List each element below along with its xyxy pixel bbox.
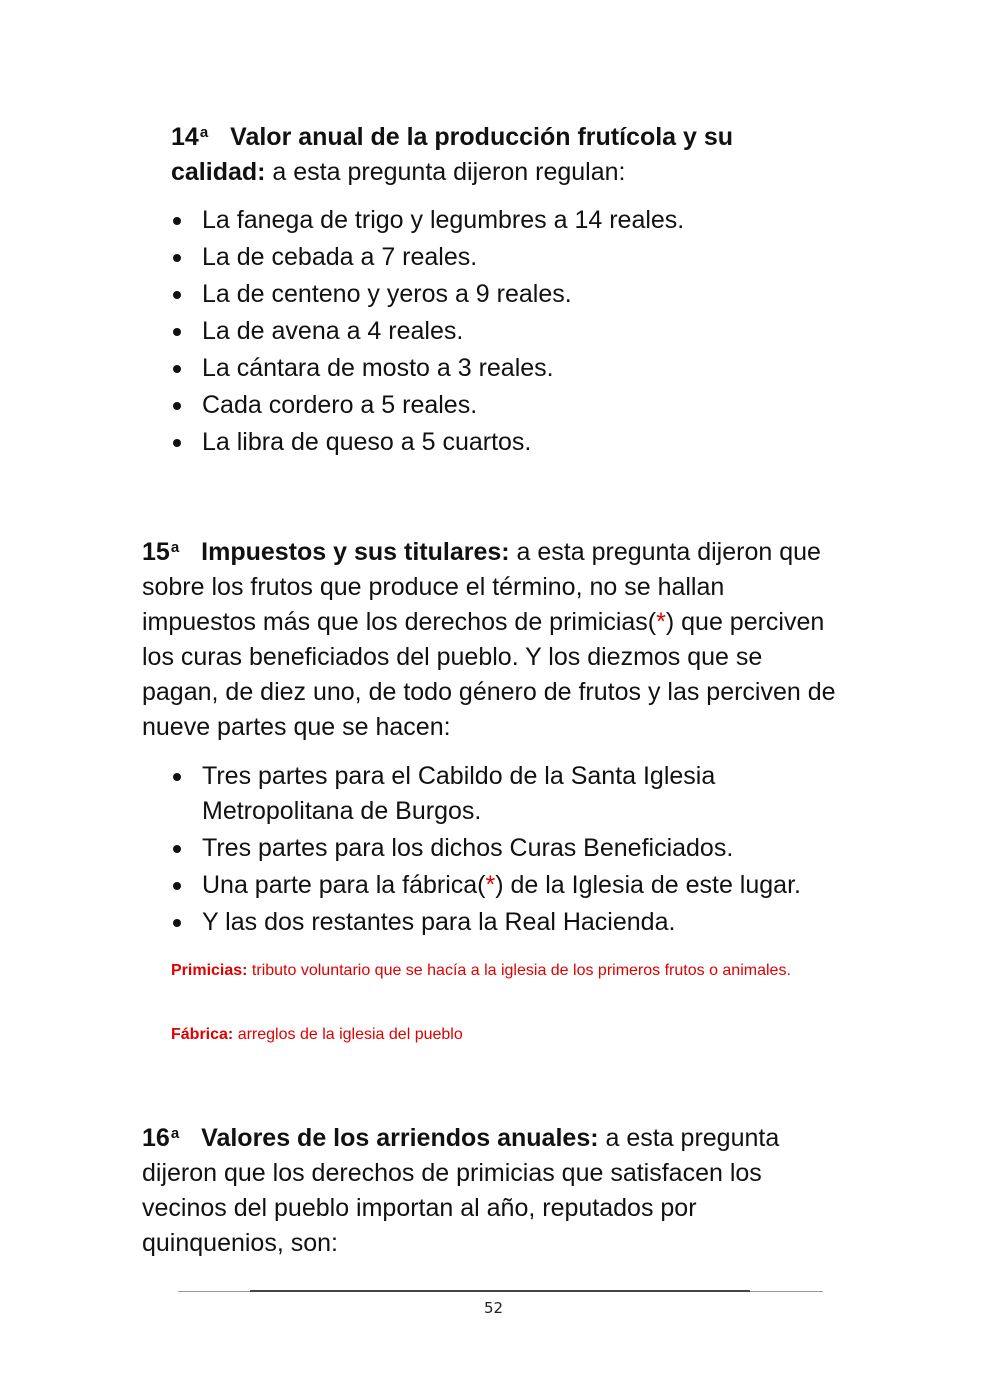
bullet-icon	[173, 919, 181, 927]
footnote-term: Fábrica:	[171, 1026, 234, 1043]
list-item: Y las dos restantes para la Real Hacienda.	[171, 905, 851, 940]
footnote-asterisk: *	[485, 871, 496, 899]
list-item: Tres partes para el Cabildo de la Santa Iglesia Metropolitana de Burgos.	[171, 759, 851, 829]
q15-tithe-list	[171, 759, 851, 942]
list-item: La de avena a 4 reales.	[171, 314, 811, 349]
footer-rule-dark	[250, 1290, 750, 1292]
footnote-definition: arreglos de la iglesia del pueblo	[233, 1026, 463, 1043]
page-number: 52	[484, 1299, 504, 1317]
footnote-asterisk: *	[656, 608, 666, 636]
bullet-icon	[173, 882, 181, 890]
q15-text-after: ) que perciven los curas beneficiados del pueblo. Y los diezmos que se pagan, de diez uno, de todo género de frutos y las perciven de nueve partes que se hacen:	[142, 608, 836, 741]
q16-number: 16$^a$	[142, 1124, 180, 1152]
bullet-icon	[173, 773, 181, 781]
q15-title: Impuestos y sus titulares:	[201, 538, 510, 566]
footnote-primicias	[171, 959, 821, 983]
q16-title: Valores de los arriendos anuales:	[201, 1124, 599, 1152]
list-item: La de centeno y yeros a 9 reales.	[171, 277, 811, 312]
footnote-definition: tributo voluntario que se hacía a la iglesia de los primeros frutos o animales.	[247, 962, 791, 979]
q16-paragraph	[142, 1116, 832, 1261]
bullet-icon	[173, 439, 181, 447]
q14-title: Valor anual de la producción frutícola y su calidad:	[171, 123, 734, 186]
bullet-icon	[173, 328, 181, 336]
q14-text: a esta pregunta dijeron regulan:	[265, 158, 626, 186]
footnote-fabrica	[171, 1023, 821, 1047]
list-item: Una parte para la fábrica(*) de la Iglesia de este lugar.	[171, 868, 851, 903]
q15-number: 15$^a$	[142, 538, 180, 566]
list-item: La de cebada a 7 reales.	[171, 240, 811, 275]
bullet-icon	[173, 365, 181, 373]
list-item: La libra de queso a 5 cuartos.	[171, 425, 811, 460]
footnote-term: Primicias:	[171, 962, 248, 979]
bullet-icon	[173, 291, 181, 299]
bullet-icon	[173, 402, 181, 410]
bullet-icon	[173, 845, 181, 853]
bullet-icon	[173, 254, 181, 262]
q14-price-list	[171, 203, 811, 462]
list-item: Cada cordero a 5 reales.	[171, 388, 811, 423]
list-item: Tres partes para los dichos Curas Beneficiados.	[171, 831, 851, 866]
q15-paragraph	[142, 530, 842, 745]
list-item: La fanega de trigo y legumbres a 14 reales.	[171, 203, 811, 238]
bullet-icon	[173, 217, 181, 225]
list-item: La cántara de mosto a 3 reales.	[171, 351, 811, 386]
q15-text-before: a esta pregunta dijeron que sobre los frutos que produce el término, no se hallan impuestos más que los derechos de primicias(	[142, 538, 821, 636]
q14-number: 14$^a$	[171, 123, 209, 151]
q16-text: a esta pregunta dijeron que los derechos de primicias que satisfacen los vecinos del pueblo importan al año, reputados por quinquenios, son:	[142, 1124, 780, 1257]
q14-heading-paragraph	[171, 115, 811, 190]
